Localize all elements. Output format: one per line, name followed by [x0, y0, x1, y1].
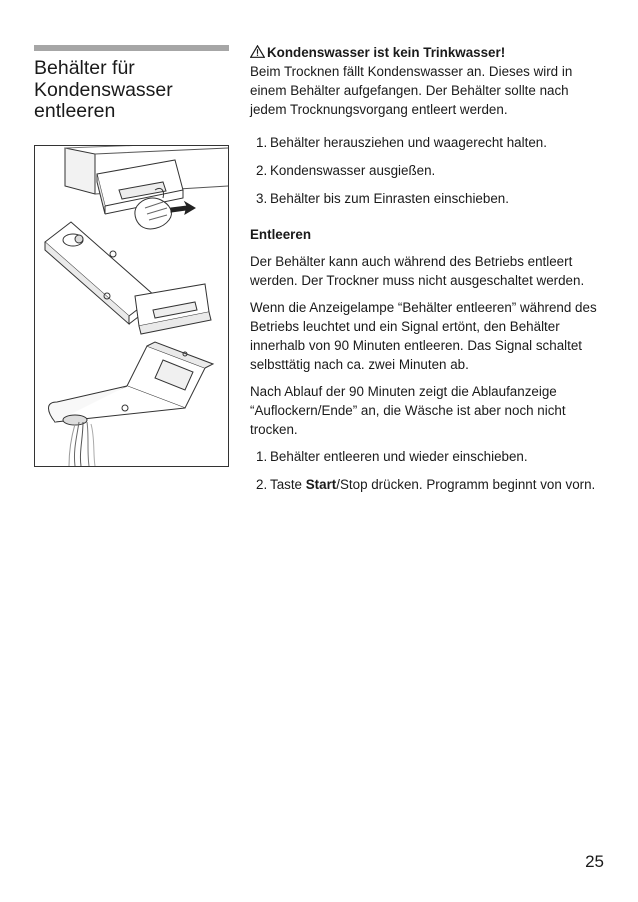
- step-number: 3.: [256, 191, 268, 206]
- list-item: [250, 161, 605, 180]
- step-text: Behälter entleeren und wieder einschieben.: [270, 449, 528, 464]
- list-item: [250, 447, 605, 466]
- section-title-line: Behälter für: [34, 57, 135, 79]
- emptying-paragraph: Der Behälter kann auch während des Betriebs entleert werden. Der Trockner muss nicht ausgeschaltet werden.: [250, 254, 585, 288]
- page-number: 25: [585, 852, 604, 871]
- start-key-label: Start: [305, 477, 337, 492]
- section-title-line: entleeren: [34, 100, 116, 122]
- list-item: [250, 133, 605, 152]
- content-column: [250, 43, 605, 503]
- emptying-paragraph: Wenn die Anzeigelampe “Behälter entleeren” während des Betriebs leuchtet und ein Signal ertönt, den Behälter innerhalb von 90 Minuten entleeren. Das Signal schaltet selbsttätig nach ca. zwei Minuten ab.: [250, 300, 597, 372]
- container-drawing: [35, 146, 228, 466]
- emptying-heading: Entleeren: [250, 227, 312, 242]
- list-item: [250, 475, 605, 494]
- warning-triangle-icon: [250, 45, 265, 58]
- condensate-container-illustration: [34, 145, 229, 467]
- step-text-post: /Stop drücken. Programm beginnt von vorn.: [336, 477, 596, 492]
- step-text: Behälter bis zum Einrasten einschieben.: [270, 191, 509, 206]
- emptying-paragraph: Nach Ablauf der 90 Minuten zeigt die Ablaufanzeige “Auflockern/Ende” an, die Wäsche ist aber noch nicht trocken.: [250, 384, 566, 437]
- warning-block: [250, 43, 605, 62]
- steps-list: [250, 133, 605, 208]
- section-title: [34, 58, 234, 123]
- step-number: 1.: [256, 135, 268, 150]
- steps-list: [250, 447, 605, 494]
- step-number: 2.: [256, 477, 268, 492]
- step-text: Behälter herausziehen und waagerecht halten.: [270, 135, 547, 150]
- step-text: Kondenswasser ausgießen.: [270, 163, 436, 178]
- section-rule: [34, 45, 229, 51]
- step-text-pre: Taste: [270, 477, 306, 492]
- section-title-line: Kondenswasser: [34, 78, 173, 101]
- warning-text: Beim Trocknen fällt Kondenswasser an. Dieses wird in einem Behälter aufgefangen. Der Behälter sollte nach jedem Trocknungsvorgang entleert werden.: [250, 64, 573, 117]
- warning-title: Kondenswasser ist kein Trinkwasser!: [267, 45, 506, 60]
- list-item: [250, 189, 605, 208]
- step-number: 2.: [256, 163, 268, 178]
- step-number: 1.: [256, 449, 268, 464]
